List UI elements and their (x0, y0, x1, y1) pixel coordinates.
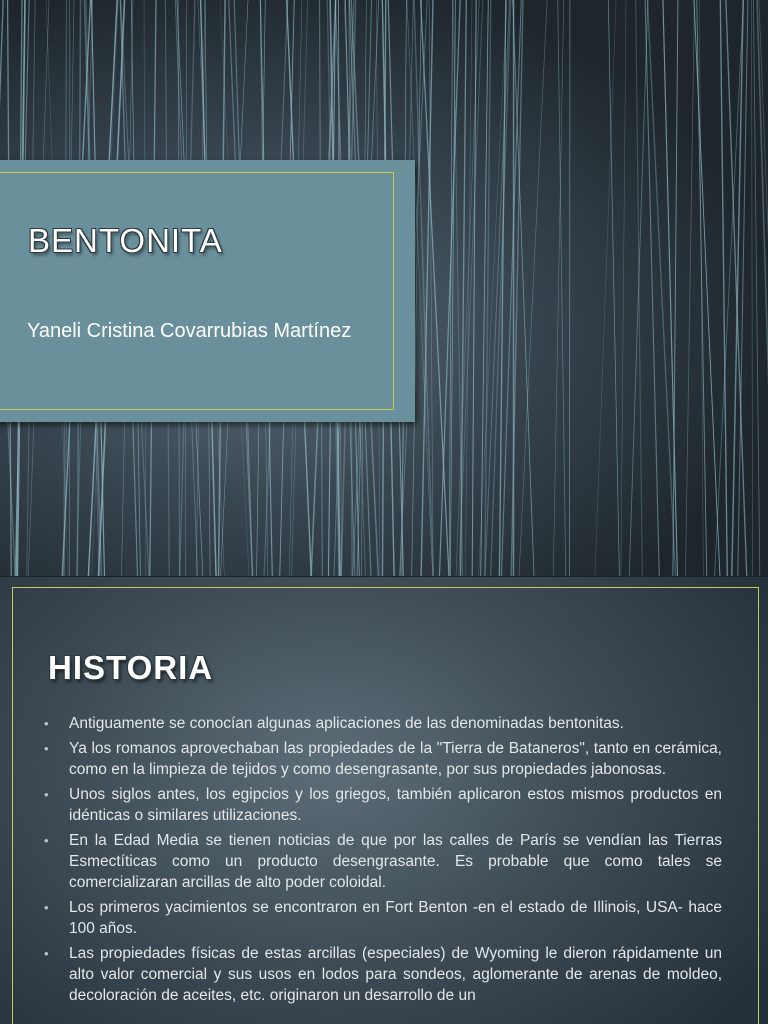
slide-title: BENTONITA (28, 222, 223, 259)
decorative-line (732, 0, 744, 576)
bullet-icon: • (44, 946, 49, 961)
bullet-icon: • (44, 900, 49, 915)
bullet-icon: • (44, 741, 49, 756)
bullet-icon: • (44, 716, 49, 731)
decorative-line (753, 0, 760, 576)
decorative-line (685, 0, 694, 576)
decorative-line (453, 0, 463, 576)
decorative-line (752, 0, 753, 576)
title-box (0, 160, 415, 422)
decorative-line (608, 0, 620, 576)
list-item (44, 897, 722, 939)
bullet-text: Ya los romanos aprovechaban las propiedades de la "Tierra de Bataneros", tanto en cerámica, como en la limpieza de tejidos y como desengrasante, por sus propiedades jabonosas. (69, 740, 722, 778)
bullet-icon: • (44, 787, 49, 802)
decorative-line (720, 0, 727, 576)
decorative-line (456, 0, 480, 576)
bullet-text: En la Edad Media se tienen noticias de que por las calles de París se vendían las Tierras Esmectíticas como un producto desengrasante. Es probable que como tales se comercializaran arcillas de alto poder coloidal. (69, 832, 722, 891)
decorative-line (558, 0, 566, 576)
decorative-line (647, 0, 676, 576)
decorative-line (519, 0, 548, 576)
bullet-text: Antiguamente se conocían algunas aplicaciones de las denominadas bentonitas. (69, 715, 624, 732)
bullet-text: Unos siglos antes, los egipcios y los griegos, también aplicaron estos mismos productos en idénticas o similares utilizaciones. (69, 786, 722, 824)
title-box-border (0, 172, 394, 410)
list-item (44, 943, 722, 1006)
historia-slide (0, 577, 768, 1024)
list-item (44, 713, 722, 734)
decorative-line (697, 0, 707, 576)
bullet-list (44, 713, 722, 1010)
decorative-line (472, 0, 476, 576)
decorative-line (621, 0, 626, 576)
list-item (44, 784, 722, 826)
bullet-text: Los primeros yacimientos se encontraron en Fort Benton -en el estado de Illinois, USA- hace 100 años. (69, 899, 722, 937)
decorative-line (595, 0, 617, 576)
decorative-line (420, 0, 449, 576)
decorative-line (636, 0, 643, 576)
section-title: HISTORIA (48, 649, 214, 686)
decorative-line (553, 0, 564, 576)
list-item (44, 830, 722, 893)
list-item (44, 738, 722, 780)
author-name: Yaneli Cristina Covarrubias Martínez (27, 320, 352, 342)
bullet-text: Las propiedades físicas de estas arcillas (especiales) de Wyoming le dieron rápidamente un alto valor comercial y sus usos en lodos para sondeos, aglomerante de arenas de moldeo, decoloración de aceites, etc. originaron un desarrollo de un (69, 945, 722, 1004)
bullet-icon: • (44, 833, 49, 848)
decorative-line (485, 0, 491, 576)
decorative-line (694, 0, 721, 576)
